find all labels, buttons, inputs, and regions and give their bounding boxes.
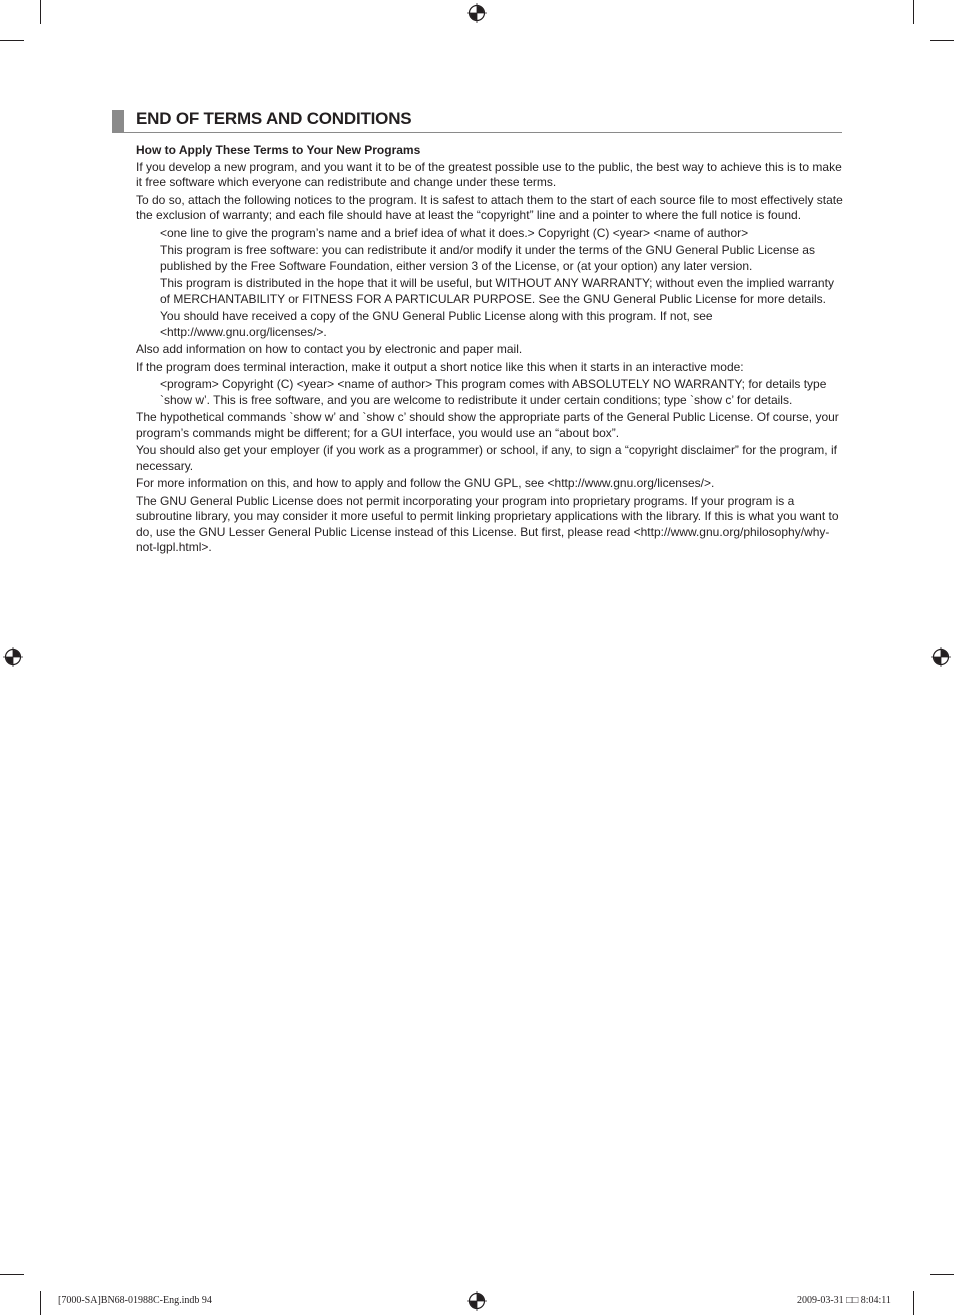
crop-mark-bottom-right-v bbox=[913, 1291, 914, 1315]
crop-mark-bottom-left-v bbox=[40, 1291, 41, 1315]
paragraph: If you develop a new program, and you want it to be of the greatest possible use to the public, the best way to achieve this is to make it free software which everyone can redistribute and change under these terms. bbox=[136, 159, 842, 189]
notice-paragraph: <program> Copyright (C) <year> <name of author> This program comes with ABSOLUTELY NO WARRANTY; for details type `show w’. This is free software, and you are welcome to redistribute it under certain conditions; type `show c’ for details. bbox=[160, 377, 827, 407]
paragraph: The hypothetical commands `show w’ and `show c’ should show the appropriate parts of the General Public License. Of course, your program’s commands might be different; for a GUI interface, you would use an “about box”. bbox=[136, 410, 839, 440]
registration-mark-icon bbox=[931, 647, 951, 667]
crop-mark-bottom-left-h bbox=[0, 1274, 24, 1275]
notice-paragraph: This program is free software: you can redistribute it and/or modify it under the terms of the GNU General Public License as published by the Free Software Foundation, either version 3 of the License, or (at your option) any later version. bbox=[160, 243, 815, 273]
section-heading bbox=[112, 108, 842, 133]
footer-file-info: [7000-SA]BN68-01988C-Eng.indb 94 bbox=[58, 1295, 212, 1306]
crop-mark-top-right-h bbox=[930, 40, 954, 41]
crop-mark-top-left-v bbox=[40, 0, 41, 24]
registration-mark-icon bbox=[467, 1291, 487, 1311]
notice-paragraph: You should have received a copy of the GNU General Public License along with this program. If not, see <http://www.gnu.org/licenses/>. bbox=[160, 309, 713, 339]
heading-title: END OF TERMS AND CONDITIONS bbox=[136, 109, 412, 128]
crop-mark-bottom-right-h bbox=[930, 1274, 954, 1275]
paragraph: Also add information on how to contact you by electronic and paper mail. bbox=[136, 342, 523, 356]
paragraph: If the program does terminal interaction, make it output a short notice like this when it starts in an interactive mode: bbox=[136, 359, 744, 374]
registration-mark-icon bbox=[3, 647, 23, 667]
subheading: How to Apply These Terms to Your New Programs bbox=[136, 143, 421, 157]
paragraph: The GNU General Public License does not permit incorporating your program into proprietary programs. If your program is a subroutine library, you may consider it more useful to permit linking proprietary applications with the library. If this is what you want to do, use the GNU Lesser General Public License instead of this License. But first, please read <http://www.gnu.org/philosophy/why-not-lgpl.html>. bbox=[136, 493, 839, 554]
body-text bbox=[136, 143, 846, 558]
paragraph: You should also get your employer (if you work as a programmer) or school, if any, to sign a “copyright disclaimer” for the program, if necessary. bbox=[136, 443, 837, 473]
notice-paragraph: This program is distributed in the hope that it will be useful, but WITHOUT ANY WARRANTY; without even the implied warranty of MERCHANTABILITY or FITNESS FOR A PARTICULAR PURPOSE. See the GNU General Public License for more details. bbox=[160, 276, 834, 306]
heading-bar bbox=[112, 110, 124, 132]
paragraph: For more information on this, and how to apply and follow the GNU GPL, see <http://www.gnu.org/licenses/>. bbox=[136, 476, 715, 490]
crop-mark-top-left-h bbox=[0, 40, 24, 41]
paragraph: To do so, attach the following notices to the program. It is safest to attach them to the start of each source file to most effectively state the exclusion of warranty; and each file should have at least the “copyright” line and a pointer to where the full notice is found. bbox=[136, 192, 843, 222]
footer-datetime: 2009-03-31 □□ 8:04:11 bbox=[797, 1295, 891, 1306]
crop-mark-top-right-v bbox=[913, 0, 914, 24]
notice-paragraph: <one line to give the program’s name and a brief idea of what it does.> Copyright (C) <year> <name of author> bbox=[160, 225, 749, 240]
registration-mark-icon bbox=[467, 3, 487, 23]
